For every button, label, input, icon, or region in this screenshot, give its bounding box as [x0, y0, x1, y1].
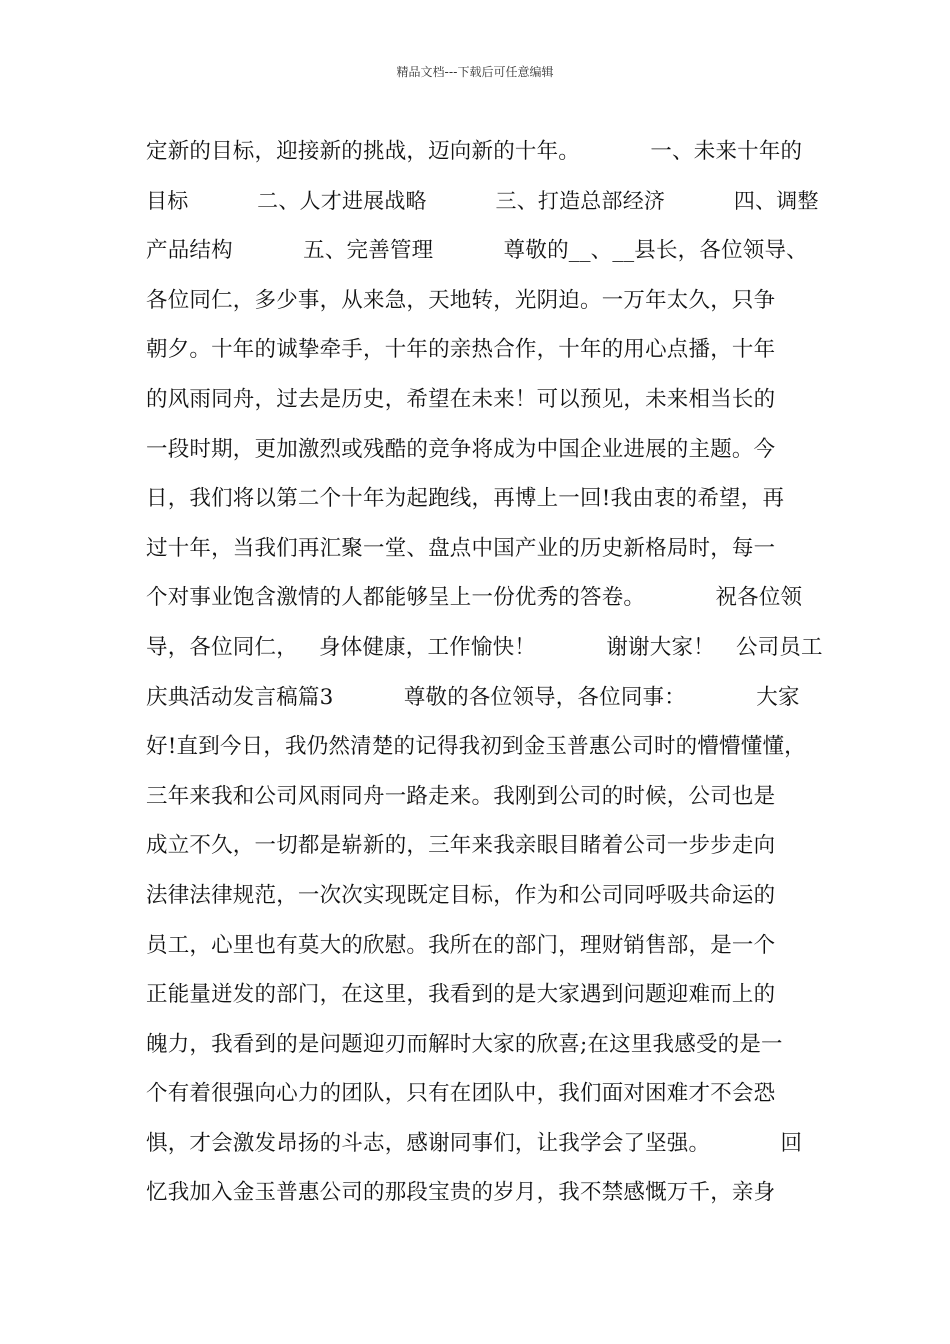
text-line-13: 好!直到今日，我仍然清楚的记得我初到金玉普惠公司时的懵懵懂懂， — [146, 734, 806, 760]
text-line-12: 庆典活动发言稿篇3 尊敬的各位领导，各位同事： 大家 — [146, 684, 800, 710]
text-line-6: 的风雨同舟，过去是历史，希望在未来！可以预见，未来相当长的 — [146, 386, 776, 412]
text-line-9: 过十年，当我们再汇聚一堂、盘点中国产业的历史新格局时，每一 — [146, 535, 776, 561]
text-line-3: 产品结构 五、完善管理 尊敬的__、__县长，各位领导、 — [146, 238, 808, 264]
text-line-7: 一段时期，更加激烈或残酷的竞争将成为中国企业进展的主题。今 — [146, 436, 776, 462]
text-line-11: 导，各位同仁， 身体健康，工作愉快！ 谢谢大家！ 公司员工 — [146, 634, 823, 660]
text-line-21: 惧，才会激发昂扬的斗志，感谢同事们，让我学会了坚强。 回 — [146, 1130, 803, 1156]
text-line-22: 忆我加入金玉普惠公司的那段宝贵的岁月，我不禁感慨万千，亲身 — [146, 1180, 776, 1206]
text-line-2: 目标 二、人才进展战略 三、打造总部经济 四、调整 — [146, 188, 819, 213]
text-line-5: 朝夕。十年的诚挚牵手，十年的亲热合作，十年的用心点播，十年 — [146, 337, 776, 363]
text-line-15: 成立不久，一切都是崭新的，三年来我亲眼目睹着公司一步步走向 — [146, 833, 776, 859]
text-line-14: 三年来我和公司风雨同舟一路走来。我刚到公司的时候，公司也是 — [146, 783, 776, 809]
text-line-8: 日，我们将以第二个十年为起跑线，再博上一回!我由衷的希望，再 — [146, 486, 785, 512]
text-line-16: 法律法律规范，一次次实现既定目标，作为和公司同呼吸共命运的 — [146, 882, 776, 908]
text-line-18: 正能量迸发的部门，在这里，我看到的是大家遇到问题迎难而上的 — [146, 982, 776, 1008]
text-line-20: 个有着很强向心力的团队，只有在团队中，我们面对困难才不会恐 — [146, 1081, 776, 1107]
text-line-4: 各位同仁，多少事，从来急，天地转，光阴迫。一万年太久，只争 — [146, 287, 776, 313]
text-line-19: 魄力，我看到的是问题迎刃而解时大家的欣喜;在这里我感受的是一 — [146, 1031, 783, 1057]
text-line-10: 个对事业饱含激情的人都能够呈上一份优秀的答卷。 祝各位领 — [146, 585, 803, 611]
text-line-1: 定新的目标，迎接新的挑战，迈向新的十年。 一、未来十年的 — [146, 139, 803, 164]
document-body — [146, 127, 826, 1218]
text-line-17: 员工，心里也有莫大的欣慰。我所在的部门，理财销售部，是一个 — [146, 932, 776, 958]
page-header: 精品文档---下载后可任意编辑 — [396, 65, 554, 79]
